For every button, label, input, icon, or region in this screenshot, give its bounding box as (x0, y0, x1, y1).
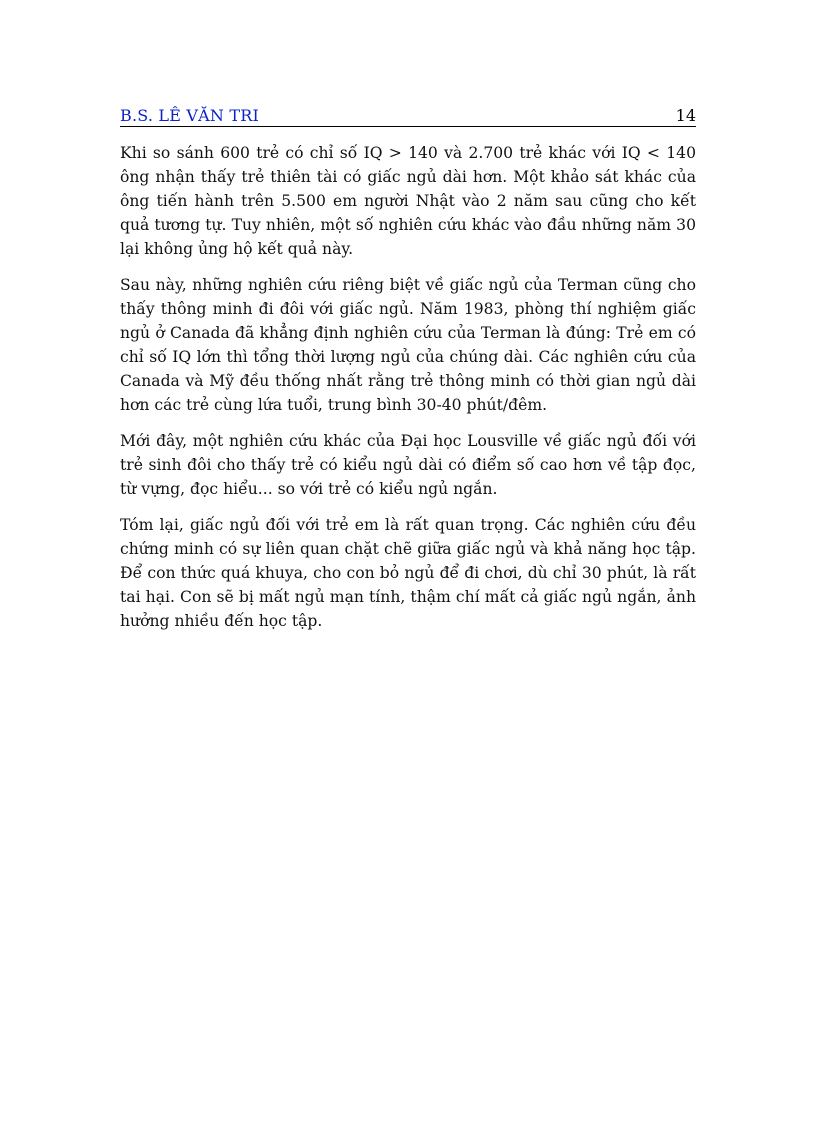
page-number: 14 (675, 106, 696, 125)
paragraph: Khi so sánh 600 trẻ có chỉ số IQ > 140 và 2.700 trẻ khác với IQ < 140 ông nhận thấy trẻ thiên tài có giấc ngủ dài hơn. Một khảo sát khác của ông tiến hành trên 5.500 em người Nhật vào 2 năm sau cũng cho kết quả tương tự. Tuy nhiên, một số nghiên cứu khác vào đầu những năm 30 lại không ủng hộ kết quả này. (120, 144, 696, 258)
paragraph: Mới đây, một nghiên cứu khác của Đại học Lousville về giấc ngủ đối với trẻ sinh đôi cho thấy trẻ có kiểu ngủ dài có điểm số cao hơn về tập đọc, từ vựng, đọc hiểu... so với trẻ có kiểu ngủ ngắn. (120, 432, 696, 498)
page-header (120, 101, 696, 127)
paragraph: Sau này, những nghiên cứu riêng biệt về giấc ngủ của Terman cũng cho thấy thông minh đi đôi với giấc ngủ. Năm 1983, phòng thí nghiệm giấc ngủ ở Canada đã khẳng định nghiên cứu của Terman là đúng: Trẻ em có chỉ số IQ lớn thì tổng thời lượng ngủ của chúng dài. Các nghiên cứu của Canada và Mỹ đều thống nhất rằng trẻ thông minh có thời gian ngủ dài hơn các trẻ cùng lứa tuổi, trung bình 30-40 phút/đêm. (120, 276, 696, 414)
paragraph: Tóm lại, giấc ngủ đối với trẻ em là rất quan trọng. Các nghiên cứu đều chứng minh có sự liên quan chặt chẽ giữa giấc ngủ và khả năng học tập. Để con thức quá khuya, cho con bỏ ngủ để đi chơi, dù chỉ 30 phút, là rất tai hại. Con sẽ bị mất ngủ mạn tính, thậm chí mất cả giấc ngủ ngắn, ảnh hưởng nhiều đến học tập. (120, 516, 696, 630)
document-page (120, 0, 696, 1123)
body-text (120, 141, 696, 645)
header-author: B.S. LÊ VĂN TRI (120, 106, 260, 125)
